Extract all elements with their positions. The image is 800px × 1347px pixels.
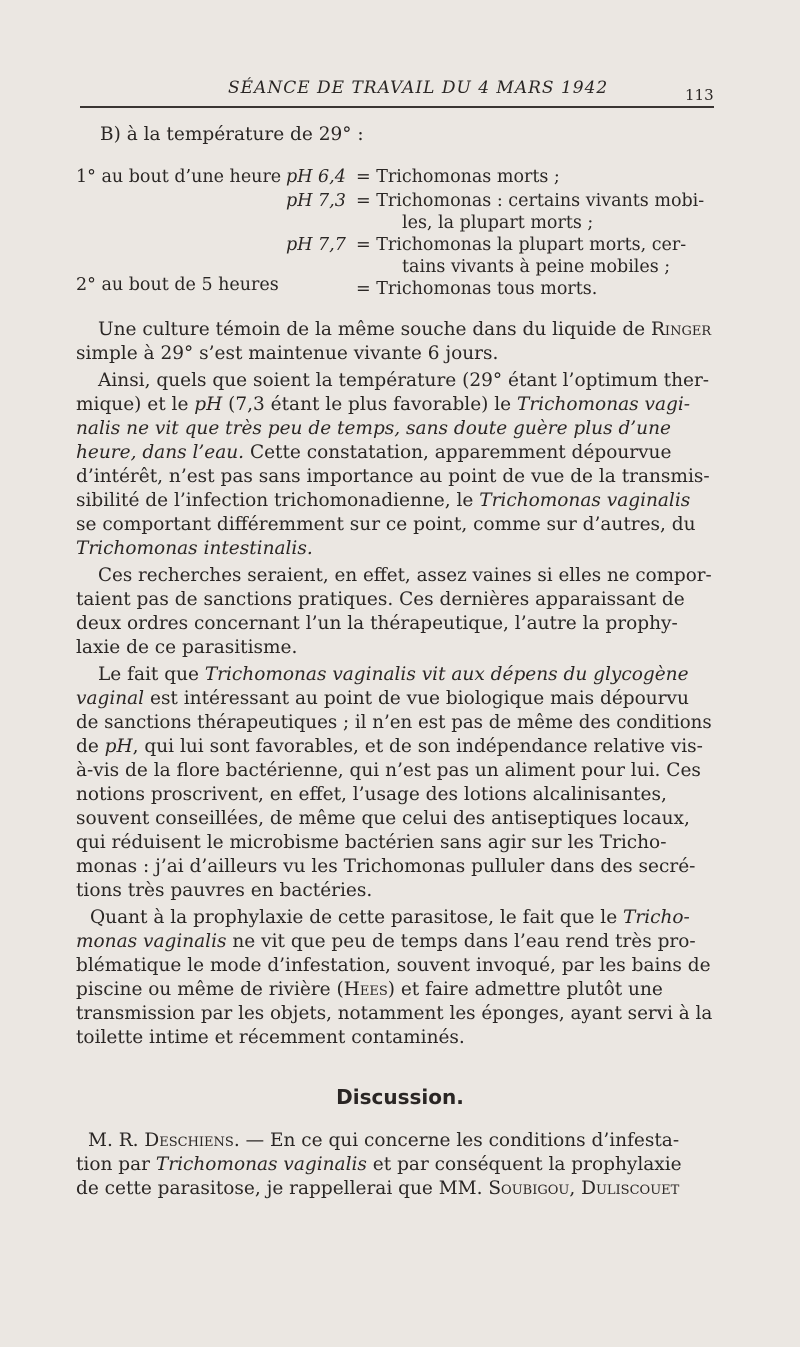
text-run: Tricho- xyxy=(623,907,690,928)
paragraph-line xyxy=(88,1129,679,1153)
author-name: Hees xyxy=(343,979,388,1000)
text-run: Le fait que xyxy=(98,664,205,685)
paragraph-line xyxy=(76,441,671,465)
table-row-4-label: 2° au bout de 5 heures xyxy=(76,275,279,295)
table-row-2-ph xyxy=(286,190,346,212)
text-run: de cette parasitose, je rappellerai que MM. xyxy=(76,1178,489,1199)
table-row-3-result: = Trichomonas la plupart morts, cer- xyxy=(356,235,687,255)
running-head: SÉANCE DE TRAVAIL DU 4 MARS 1942 xyxy=(228,78,609,98)
paragraph-line: qui réduisent le microbisme bactérien sans agir sur les Tricho- xyxy=(76,832,667,853)
paragraph-line: se comportant différemment sur ce point, comme sur d’autres, du xyxy=(76,514,696,535)
table-row-1-label: 1° au bout d’une heure xyxy=(76,167,282,187)
text-run: de xyxy=(76,736,105,757)
paragraph-line xyxy=(76,393,690,417)
text-run: mique) et le xyxy=(76,394,195,415)
text-run: , xyxy=(569,1178,582,1199)
paragraph-line: notions proscrivent, en effet, l’usage des lotions alcalinisantes, xyxy=(76,784,667,805)
text-run: Trichomonas vagi- xyxy=(517,394,691,415)
paragraph-line xyxy=(98,318,711,342)
paragraph-line xyxy=(76,687,689,711)
text-run: sibilité de l’infection trichomonadienne, le xyxy=(76,490,480,511)
author-name: Deschiens xyxy=(144,1130,234,1151)
paragraph-line: de sanctions thérapeutiques ; il n’en est pas de même des conditions xyxy=(76,712,712,733)
paragraph-line: nalis ne vit que très peu de temps, sans doute guère plus d’une xyxy=(76,418,671,439)
table-row-3-ph xyxy=(286,234,346,256)
paragraph-line: blématique le mode d’infestation, souvent invoqué, par les bains de xyxy=(76,955,711,976)
table-row-2-result-cont: les, la plupart morts ; xyxy=(402,213,594,233)
section-b-heading: B) à la température de 29° : xyxy=(100,124,364,145)
text-run: Trichomonas vaginalis xyxy=(479,490,691,511)
paragraph-line: tions très pauvres en bactéries. xyxy=(76,880,373,901)
ph-value: pH 6,4 xyxy=(286,167,346,187)
text-run: heure, dans l’eau. xyxy=(76,442,245,463)
paragraph-line: Ainsi, quels que soient la température (29° étant l’optimum ther- xyxy=(98,370,710,391)
paragraph-line xyxy=(76,1177,679,1201)
paragraph-line xyxy=(98,663,689,687)
paragraph-line: Trichomonas intestinalis. xyxy=(76,538,313,559)
text-run: , qui lui sont favorables, et de son indépendance relative vis- xyxy=(132,736,703,757)
table-row-1-ph xyxy=(286,166,346,188)
page-number: 113 xyxy=(685,86,714,104)
text-run: vaginal xyxy=(76,688,145,709)
author-name: Soubigou xyxy=(488,1178,570,1199)
paragraph-line xyxy=(76,1153,682,1177)
author-name: Ringer xyxy=(651,319,712,340)
paragraph-line: toilette intime et récemment contaminés. xyxy=(76,1027,465,1048)
table-row-3-result-cont: tains vivants à peine mobiles ; xyxy=(402,257,671,277)
text-run: M. R. xyxy=(88,1130,145,1151)
paragraph-line: taient pas de sanctions pratiques. Ces dernières apparaissant de xyxy=(76,589,685,610)
text-run: Trichomonas vaginalis vit aux dépens du glycogène xyxy=(204,664,689,685)
paragraph-line: simple à 29° s’est maintenue vivante 6 jours. xyxy=(76,343,499,364)
paragraph-line xyxy=(76,489,690,513)
text-run: . — En ce qui concerne les conditions d’infesta- xyxy=(233,1130,680,1151)
text-run: ne vit que peu de temps dans l’eau rend très pro- xyxy=(226,931,696,952)
ph-value: pH 7,7 xyxy=(286,235,346,255)
text-run: Cette constatation, apparemment dépourvue xyxy=(244,442,672,463)
text-run: Une culture témoin de la même souche dans du liquide de xyxy=(98,319,651,340)
discussion-heading: Discussion. xyxy=(336,1085,464,1109)
text-run: tion par xyxy=(76,1154,156,1175)
paragraph-line: à-vis de la flore bactérienne, qui n’est pas un aliment pour lui. Ces xyxy=(76,760,701,781)
text-run: piscine ou même de rivière ( xyxy=(76,979,344,1000)
text-run: est intéressant au point de vue biologique mais dépourvu xyxy=(144,688,689,709)
header-rule xyxy=(80,106,714,108)
text-run: ) et faire admettre plutôt une xyxy=(387,979,663,1000)
paragraph-line: laxie de ce parasitisme. xyxy=(76,637,298,658)
text-run: pH xyxy=(194,394,223,415)
paragraph-line: Ces recherches seraient, en effet, assez vaines si elles ne compor- xyxy=(98,565,712,586)
paragraph-line: monas : j’ai d’ailleurs vu les Trichomonas pulluler dans des secré- xyxy=(76,856,696,877)
paragraph-line xyxy=(76,930,696,954)
paragraph-line: deux ordres concernant l’un la thérapeutique, l’autre la prophy- xyxy=(76,613,678,634)
author-name: Duliscouet xyxy=(581,1178,680,1199)
text-run: pH xyxy=(104,736,133,757)
text-run: Quant à la prophylaxie de cette parasitose, le fait que le xyxy=(90,907,624,928)
text-run: et par conséquent la prophylaxie xyxy=(366,1154,682,1175)
paragraph-line: d’intérêt, n’est pas sans importance au point de vue de la transmis- xyxy=(76,466,710,487)
paragraph-line xyxy=(90,906,690,930)
paragraph-line xyxy=(76,735,703,759)
paragraph-line: souvent conseillées, de même que celui des antiseptiques locaux, xyxy=(76,808,690,829)
table-row-2-result: = Trichomonas : certains vivants mobi- xyxy=(356,191,705,211)
paragraph-line xyxy=(76,978,663,1002)
table-row-4-result: = Trichomonas tous morts. xyxy=(356,279,598,299)
ph-value: pH 7,3 xyxy=(286,191,346,211)
text-run: monas vaginalis xyxy=(76,931,227,952)
paragraph-line: transmission par les objets, notamment les éponges, ayant servi à la xyxy=(76,1003,713,1024)
text-run: (7,3 étant le plus favorable) le xyxy=(222,394,517,415)
text-run: Trichomonas vaginalis xyxy=(155,1154,367,1175)
table-row-1-result: = Trichomonas morts ; xyxy=(356,167,560,187)
